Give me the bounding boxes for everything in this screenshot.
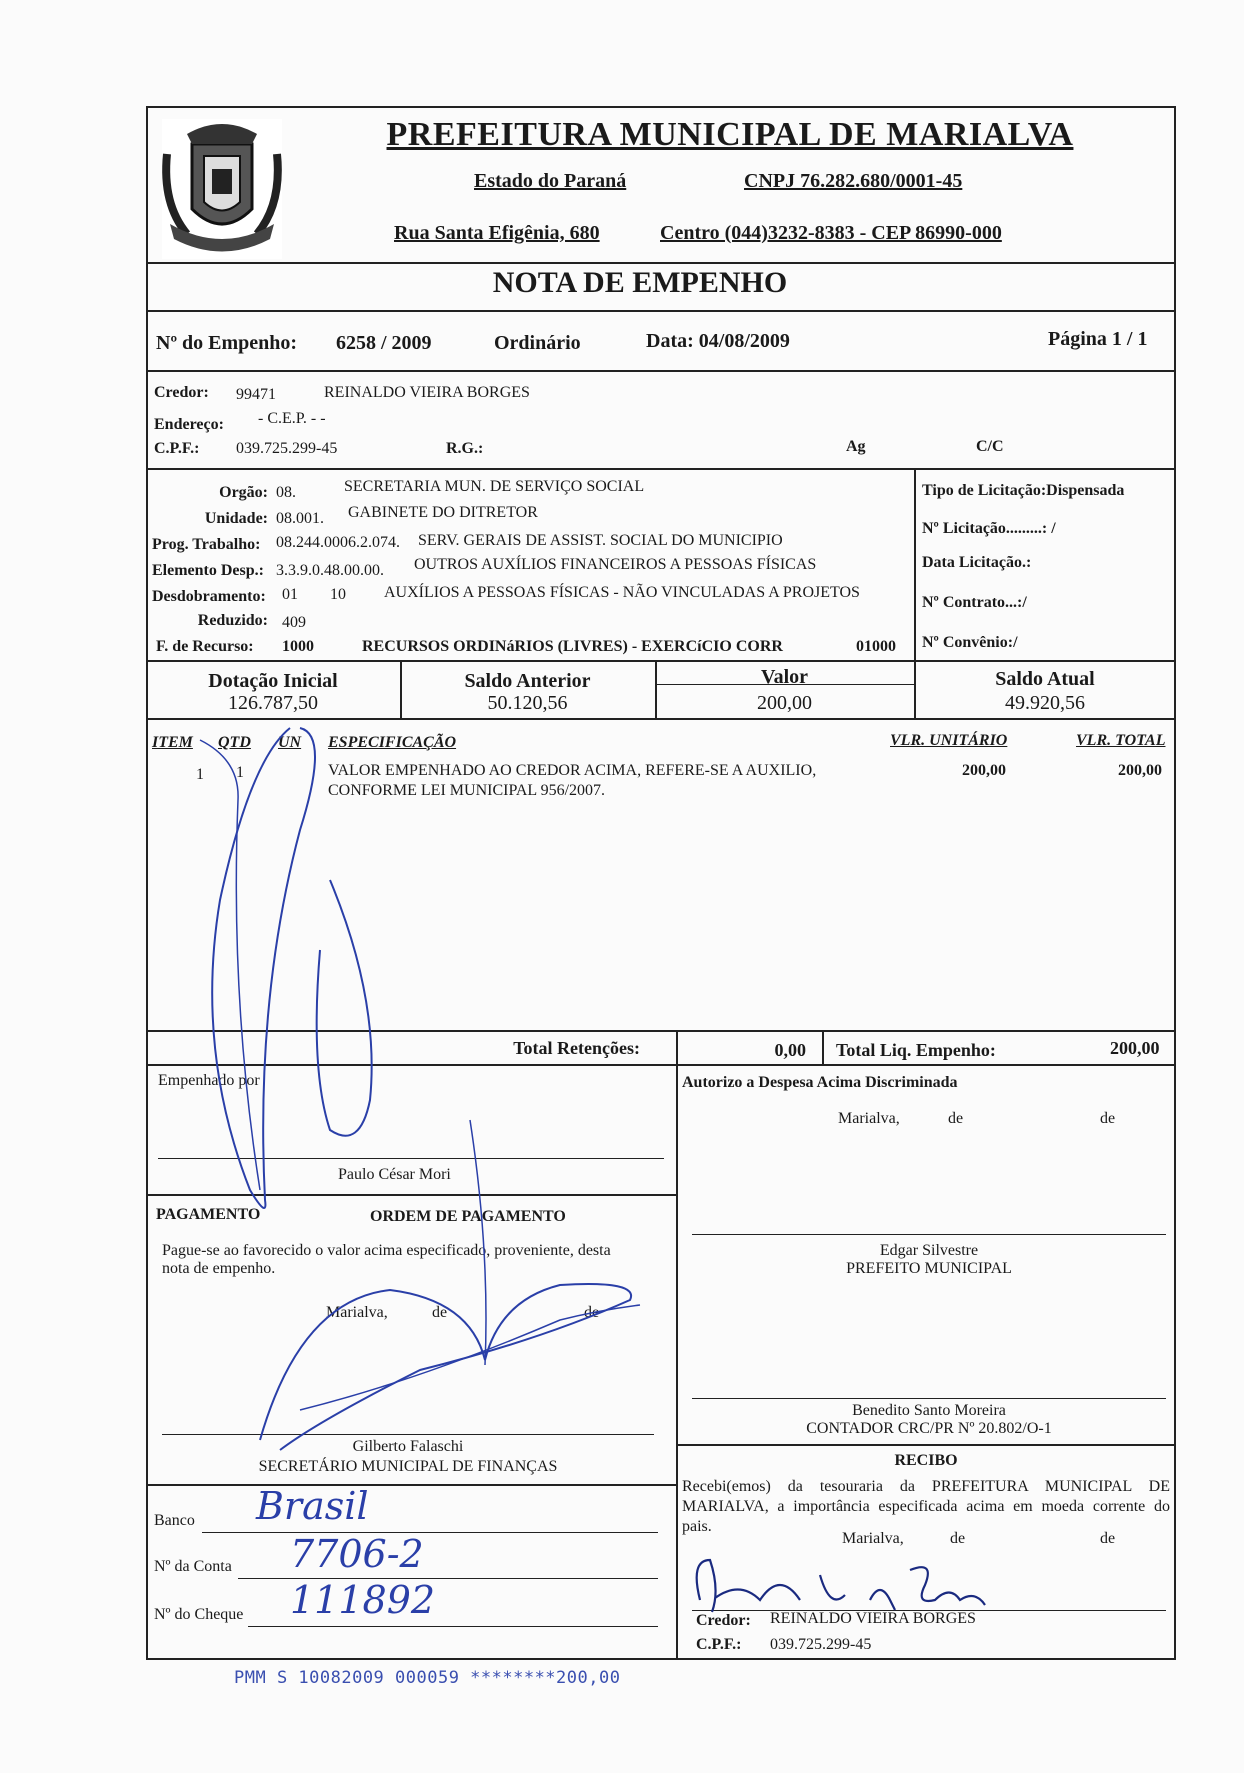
recibo-text-line3: pais. xyxy=(682,1518,712,1535)
empenho-label: Nº do Empenho: xyxy=(156,332,298,354)
saldo-anterior-label: Saldo Anterior xyxy=(464,670,591,692)
empenhado-label: Empenhado por xyxy=(158,1072,260,1089)
desdobramento-a: 01 xyxy=(282,586,298,603)
item-spec-line2: CONFORME LEI MUNICIPAL 956/2007. xyxy=(328,782,606,799)
prefeito-role: PREFEITO MUNICIPAL xyxy=(846,1260,1012,1277)
banco-label: Banco xyxy=(154,1512,195,1529)
qtd-header: QTD xyxy=(218,734,251,751)
fonte-label: F. de Recurso: xyxy=(156,638,254,655)
valor-value: 200,00 xyxy=(757,692,812,714)
autorizo-label: Autorizo a Despesa Acima Discriminada xyxy=(682,1074,958,1091)
dotacao-value: 126.787,50 xyxy=(228,692,318,714)
cnpj-label: CNPJ 76.282.680/0001-45 xyxy=(744,170,963,192)
cheque-label: Nº do Cheque xyxy=(154,1606,244,1623)
pagamento-de1: de xyxy=(432,1304,448,1321)
recibo-de1: de xyxy=(950,1530,966,1547)
endereco-label: Endereço: xyxy=(154,416,224,433)
prog-label: Prog. Trabalho: xyxy=(152,536,261,553)
reduzido-code: 409 xyxy=(282,614,306,631)
saldo-atual-value: 49.920,56 xyxy=(1005,692,1085,714)
fonte-extra: 01000 xyxy=(856,638,896,655)
empenho-date: Data: 04/08/2009 xyxy=(646,330,790,352)
spec-header: ESPECIFICAÇÃO xyxy=(328,734,457,751)
recibo-cpf-value: 039.725.299-45 xyxy=(770,1636,872,1653)
desdobramento-name: AUXÍLIOS A PESSOAS FÍSICAS - NÃO VINCULADAS A PROJETOS xyxy=(384,584,860,601)
pagamento-label: PAGAMENTO xyxy=(156,1206,261,1223)
pagamento-text-line1: Pague-se ao favorecido o valor acima especificado, proveniente, desta xyxy=(162,1242,611,1259)
liquido-value: 200,00 xyxy=(1110,1038,1160,1058)
autorizo-de1: de xyxy=(948,1110,964,1127)
saldo-anterior-value: 50.120,56 xyxy=(487,692,568,714)
cpf-label: C.P.F.: xyxy=(154,440,200,457)
retencoes-value: 0,00 xyxy=(774,1040,806,1060)
liquido-label: Total Liq. Empenho: xyxy=(836,1040,996,1060)
cpf-value: 039.725.299-45 xyxy=(236,440,338,457)
recibo-de2: de xyxy=(1100,1530,1116,1547)
item-number: 1 xyxy=(196,766,204,783)
recibo-text-line1: Recebi(emos) da tesouraria da PREFEITURA MUNICIPAL DE xyxy=(682,1478,1170,1495)
recibo-cpf-label: C.P.F.: xyxy=(696,1636,742,1653)
prog-name: SERV. GERAIS DE ASSIST. SOCIAL DO MUNICIPIO xyxy=(418,532,783,549)
endereco-value: - C.E.P. - - xyxy=(258,410,326,427)
fonte-code: 1000 xyxy=(282,638,314,655)
total-value-header: VLR. TOTAL xyxy=(1076,732,1166,749)
recibo-title: RECIBO xyxy=(894,1452,958,1469)
elemento-code: 3.3.9.0.48.00.00. xyxy=(276,562,384,579)
rg-label: R.G.: xyxy=(446,440,484,457)
conta-label: Nº da Conta xyxy=(154,1558,232,1575)
desdobramento-b: 10 xyxy=(330,586,346,603)
page-title: PREFEITURA MUNICIPAL DE MARIALVA xyxy=(386,116,1074,153)
elemento-label: Elemento Desp.: xyxy=(152,562,264,579)
document-title: NOTA DE EMPENHO xyxy=(492,266,788,299)
item-qtd: 1 xyxy=(236,764,244,781)
cc-label: C/C xyxy=(976,438,1004,455)
contador-role: CONTADOR CRC/PR Nº 20.802/O-1 xyxy=(806,1420,1052,1437)
orgao-code: 08. xyxy=(276,484,296,501)
autorizo-de2: de xyxy=(1100,1110,1116,1127)
un-header: UN xyxy=(278,734,302,751)
numero-licitacao: Nº Licitação.........: / xyxy=(922,520,1056,537)
municipal-coat-of-arms-logo xyxy=(152,114,292,270)
contact-label: Centro (044)3232-8383 - CEP 86990-000 xyxy=(660,222,1002,244)
ag-label: Ag xyxy=(846,438,866,455)
processing-stamp: PMM S 10082009 000059 ********200,00 xyxy=(234,1668,621,1688)
item-header: ITEM xyxy=(152,734,193,751)
orgao-label: Orgão: xyxy=(219,484,268,501)
data-licitacao: Data Licitação.: xyxy=(922,554,1032,571)
empenho-type: Ordinário xyxy=(494,332,581,354)
dotacao-label: Dotação Inicial xyxy=(208,670,338,692)
empenhado-signer: Paulo César Mori xyxy=(338,1166,451,1183)
cheque-handwritten-value: 111892 xyxy=(290,1578,436,1622)
contador-name: Benedito Santo Moreira xyxy=(852,1402,1006,1419)
prog-code: 08.244.0006.2.074. xyxy=(276,534,400,551)
secretario-name: Gilberto Falaschi xyxy=(352,1438,464,1455)
conta-handwritten-value: 7706-2 xyxy=(290,1532,424,1576)
autorizo-place: Marialva, xyxy=(838,1110,900,1127)
valor-label: Valor xyxy=(760,666,809,688)
unidade-code: 08.001. xyxy=(276,510,324,527)
recibo-text-line2: MARIALVA, a importância especificada acima em moeda corrente do xyxy=(682,1498,1170,1515)
recibo-credor-name: REINALDO VIEIRA BORGES xyxy=(770,1610,976,1627)
pagamento-text-line2: nota de empenho. xyxy=(162,1260,276,1277)
prefeito-name: Edgar Silvestre xyxy=(879,1242,979,1259)
tipo-licitacao: Tipo de Licitação:Dispensada xyxy=(922,482,1125,499)
numero-contrato: Nº Contrato...:/ xyxy=(922,594,1027,611)
empenho-number: 6258 / 2009 xyxy=(336,332,432,354)
pagamento-de2: de xyxy=(584,1304,600,1321)
banco-handwritten-value: Brasil xyxy=(256,1484,369,1528)
recibo-credor-label: Credor: xyxy=(696,1612,751,1629)
ordem-pagamento-label: ORDEM DE PAGAMENTO xyxy=(370,1208,566,1225)
recibo-place: Marialva, xyxy=(842,1530,904,1547)
item-total-value: 200,00 xyxy=(1118,762,1162,779)
credor-name: REINALDO VIEIRA BORGES xyxy=(324,384,530,401)
state-label: Estado do Paraná xyxy=(474,170,627,192)
credor-label: Credor: xyxy=(154,384,209,401)
credor-code: 99471 xyxy=(236,386,276,403)
unidade-label: Unidade: xyxy=(204,510,268,527)
item-spec-line1: VALOR EMPENHADO AO CREDOR ACIMA, REFERE-SE A AUXILIO, xyxy=(328,762,817,779)
page-indicator: Página 1 / 1 xyxy=(1048,328,1148,350)
elemento-name: OUTROS AUXÍLIOS FINANCEIROS A PESSOAS FÍSICAS xyxy=(414,556,817,573)
numero-convenio: Nº Convênio:/ xyxy=(922,634,1018,651)
retencoes-label: Total Retenções: xyxy=(513,1038,640,1058)
unidade-name: GABINETE DO DITRETOR xyxy=(348,504,538,521)
fonte-name: RECURSOS ORDINáRIOS (LIVRES) - EXERCíCIO CORR xyxy=(362,638,783,655)
item-unit-value: 200,00 xyxy=(962,762,1006,779)
orgao-name: SECRETARIA MUN. DE SERVIÇO SOCIAL xyxy=(344,478,645,495)
saldo-atual-label: Saldo Atual xyxy=(995,668,1095,690)
unit-value-header: VLR. UNITÁRIO xyxy=(890,732,1008,749)
pagamento-place: Marialva, xyxy=(326,1304,388,1321)
desdobramento-label: Desdobramento: xyxy=(152,588,266,605)
reduzido-label: Reduzido: xyxy=(197,612,268,629)
secretario-role: SECRETÁRIO MUNICIPAL DE FINANÇAS xyxy=(258,1458,558,1475)
address-label: Rua Santa Efigênia, 680 xyxy=(394,222,600,244)
